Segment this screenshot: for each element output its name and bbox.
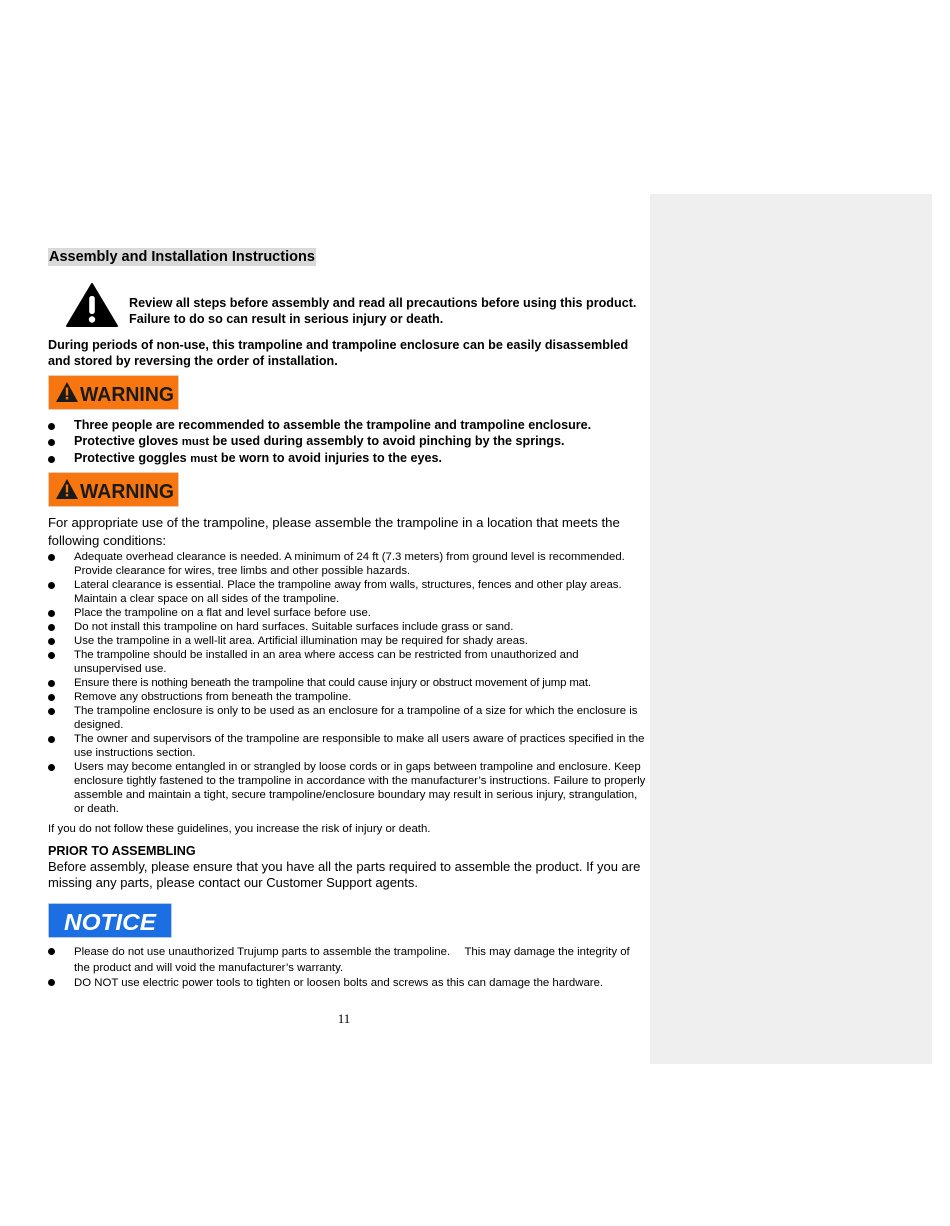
list-item: Adequate overhead clearance is needed. A minimum of 24 ft (7.3 meters) from ground level is recommended. Provide clearance for wires, tree limbs and other possible hazards.	[48, 550, 648, 578]
notice-list	[48, 944, 648, 991]
list-item: Protective gloves must be used during assembly to avoid pinching by the springs.	[48, 434, 648, 451]
list-item: Lateral clearance is essential. Place the trampoline away from walls, structures, fences and other play areas. Maintain a clear space on all sides of the trampoline.	[48, 578, 648, 606]
warning-list	[48, 418, 648, 467]
list-item: Ensure there is nothing beneath the trampoline that could cause injury or obstruct movement of jump mat.	[48, 676, 648, 690]
list-item: Do not install this trampoline on hard surfaces. Suitable surfaces include grass or sand.	[48, 620, 648, 634]
page-number: 11	[337, 1011, 351, 1026]
warning-badge	[48, 472, 179, 507]
prior-text: Before assembly, please ensure that you have all the parts required to assemble the product. If you are missing any parts, please contact our Customer Support agents.	[48, 859, 641, 891]
comment-sidebar	[650, 194, 932, 1064]
list-item: The trampoline should be installed in an area where access can be restricted from unauthorized and unsupervised use.	[48, 648, 648, 676]
conditions-intro: For appropriate use of the trampoline, please assemble the trampoline in a location that meets the following conditions:	[48, 515, 620, 549]
warning-label: WARNING	[80, 481, 174, 504]
warning-label: WARNING	[80, 384, 174, 406]
section-heading: Assembly and Installation Instructions	[49, 249, 315, 265]
list-item: DO NOT use electric power tools to tighten or loosen bolts and screws as this can damage the hardware.	[48, 975, 648, 991]
notice-sign-icon	[48, 903, 172, 938]
list-item: Please do not use unauthorized Trujump parts to assemble the trampoline. This may damage the integrity of the product and will void the manufacturer’s warranty.	[48, 944, 648, 976]
list-item: Protective goggles must be worn to avoid injuries to the eyes.	[48, 451, 648, 468]
caution-text: Review all steps before assembly and read all precautions before using this product. Failure to do so can result in serious injury or death.	[129, 296, 637, 326]
list-item: Three people are recommended to assemble the trampoline and trampoline enclosure.	[48, 418, 648, 434]
prior-heading: PRIOR TO ASSEMBLING	[48, 844, 196, 859]
list-item: The owner and supervisors of the trampoline are responsible to make all users aware of practices specified in the use instructions section.	[48, 732, 648, 760]
caution-block	[48, 284, 648, 332]
notice-badge	[48, 903, 172, 938]
warning-triangle-icon	[65, 282, 119, 328]
warning-sign-icon	[48, 472, 179, 507]
warning-badge	[48, 375, 179, 410]
list-item: Place the trampoline on a flat and level surface before use.	[48, 606, 648, 620]
storage-note: During periods of non-use, this trampoline and trampoline enclosure can be easily disassembled and stored by reversing the order of installation.	[48, 338, 629, 368]
warning-sign-icon	[48, 375, 179, 410]
notice-label: NOTICE	[64, 909, 157, 936]
guidelines-note: If you do not follow these guidelines, you increase the risk of injury or death.	[48, 823, 431, 836]
conditions-list	[48, 550, 648, 816]
list-item: Remove any obstructions from beneath the trampoline.	[48, 690, 648, 704]
list-item: The trampoline enclosure is only to be used as an enclosure for a trampoline of a size for which the enclosure is designed.	[48, 704, 648, 732]
list-item: Use the trampoline in a well-lit area. Artificial illumination may be required for shady areas.	[48, 634, 648, 648]
list-item: Users may become entangled in or strangled by loose cords or in gaps between trampoline and enclosure. Keep enclosure tightly fastened to the trampoline in accordance with the manufacturer’s instructions. Failure to properly assemble and maintain a tight, secure trampoline/enclosure boundary may result in serious injury, strangulation, or death.	[48, 760, 648, 816]
page-content	[48, 248, 648, 991]
